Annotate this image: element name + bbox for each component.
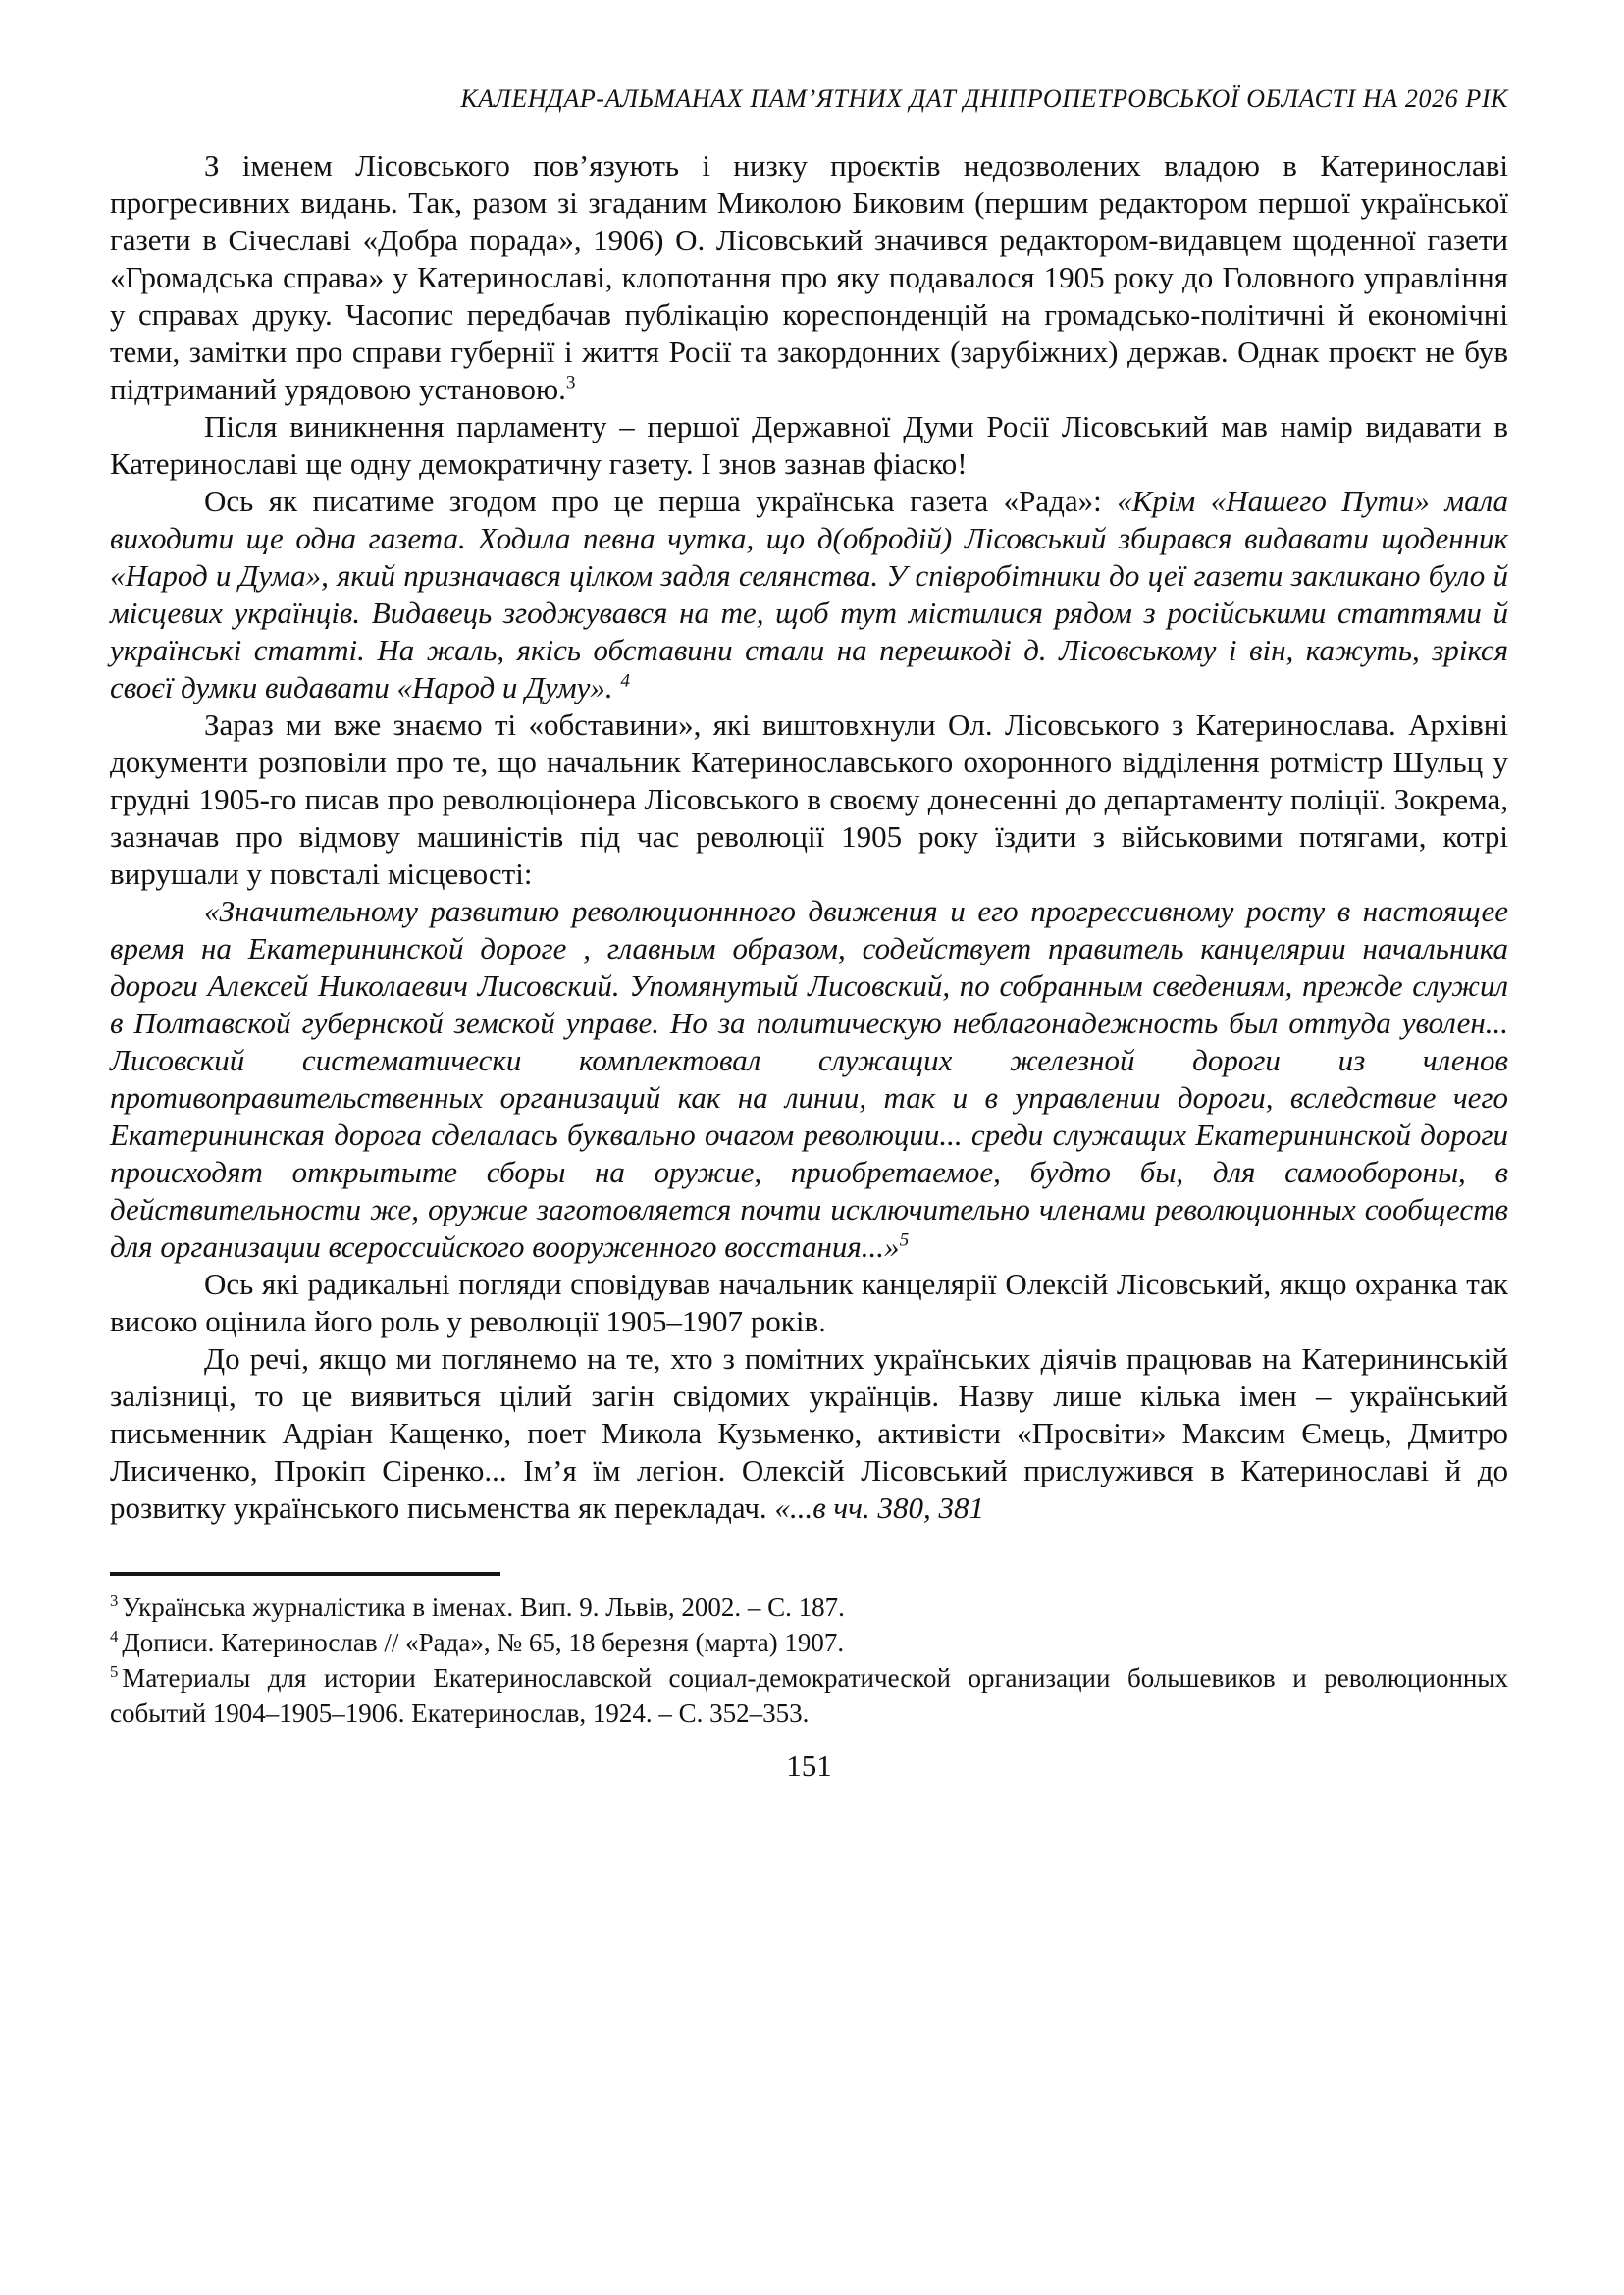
paragraph [110, 706, 1508, 893]
text-segment: «Крім «Нашего Пути» мала виходити ще одна газета. Ходила певна чутка, що д(обродій) Лісовський збирався видавати щоденник «Народ и Дума», який призначався цілком задля селянства. У співробітники до цеї газети закликано було й місцевих українців. Видавець згоджувався на те, щоб тут містилися рядом з російськими статтями й українські статті. На жаль, якісь обставини стали на перешкоді д. Лісовському і він, кажуть, зрікся своєї думки видавати «Народ и Думу». [110, 484, 1508, 704]
footnote-ref: 4 [620, 670, 631, 692]
text-segment: До речі, якщо ми поглянемо на те, хто з помітних українських діячів працював на Катерининській залізниці, то це виявиться цілий загін свідомих українців. Назву лише кілька імен – український письменник Адріан Кащенко, поет Микола Кузьменко, активісти «Просвіти» Максим Ємець, Дмитро Лисиченко, Прокіп Сіренко... Ім’я їм легіон. Олексій Лісовський прислужився в Катеринославі й до розвитку українського письменства як перекладач. [110, 1341, 1508, 1525]
paragraph [110, 408, 1508, 483]
footnote-separator [110, 1572, 500, 1576]
footnote-marker: 5 [110, 1662, 119, 1681]
footnote-ref: 5 [899, 1229, 910, 1251]
body-text [110, 147, 1508, 1527]
footnote-marker: 4 [110, 1627, 119, 1645]
paragraph [110, 1266, 1508, 1340]
paragraph [110, 893, 1508, 1266]
footnote-ref: 3 [565, 372, 576, 393]
paragraph [110, 1340, 1508, 1527]
footnotes-section [110, 1572, 1508, 1731]
footnote-text: Материалы для истории Екатеринославской социал-демократической организации большевиков и революционных событий 1904–1905–1906. Екатеринослав, 1924. – С. 352–353. [110, 1663, 1508, 1728]
footnote [110, 1625, 1508, 1660]
text-segment: «Значительному развитию революционнного движения и его прогрессивному росту в настоящее время на Екатерининской дороге , главным образом, содействует правитель канцелярии начальника дороги Алексей Николаевич Лисовский. Упомянутый Лисовский, по собранным сведениям, прежде служил в Полтавской губернской земской управе. Но за политическую неблагонадежность был оттуда уволен... Лисовский систематически комплектовал служащих железной дороги из членов противоправительственных организаций как на линии, так и в управлении дороги, вследствие чего Екатерининская дорога сделалась буквально очагом революции... среди служащих Екатерининской дороги происходят открытыте сборы на оружие, приобретаемое, будто бы, для самообороны, в действительности же, оружие заготовляется почти исключительно членами революционных сообществ для организации всероссийского вооруженного восстания...» [110, 894, 1508, 1264]
footnote [110, 1590, 1508, 1625]
text-segment: Зараз ми вже знаємо ті «обставини», які виштовхнули Ол. Лісовського з Катеринослава. Архівні документи розповіли про те, що начальник Катеринославського охоронного відділення ротмістр Шульц у грудні 1905-го писав про революціонера Лісовського в своєму донесенні до департаменту поліції. Зокрема, зазначав про відмову машиністів під час революції 1905 року їздити з військовими потягами, котрі вирушали у повсталі місцевості: [110, 707, 1508, 891]
text-segment: Ось які радикальні погляди сповідував начальник канцелярії Олексій Лісовський, якщо охранка так високо оцінила його роль у революції 1905–1907 років. [110, 1267, 1508, 1338]
footnote-text: Українська журналістика в іменах. Вип. 9. Львів, 2002. – С. 187. [122, 1592, 845, 1622]
text-segment: «...в чч. 380, 381 [774, 1490, 984, 1525]
text-segment: Ось як писатиме згодом про це перша українська газета «Рада»: [204, 484, 1118, 518]
paragraph [110, 483, 1508, 706]
footnote-text: Дописи. Катеринослав // «Рада», № 65, 18 березня (марта) 1907. [122, 1628, 845, 1657]
footnote [110, 1660, 1508, 1731]
running-header: КАЛЕНДАР-АЛЬМАНАХ ПАМ’ЯТНИХ ДАТ ДНІПРОПЕТРОВСЬКОЇ ОБЛАСТІ НА 2026 РІК [460, 84, 1508, 113]
footnote-marker: 3 [110, 1591, 119, 1610]
page-number: 151 [786, 1748, 832, 1783]
paragraph [110, 147, 1508, 408]
text-segment: З іменем Лісовського пов’язують і низку проєктів недозволених владою в Катеринославі прогресивних видань. Так, разом зі згаданим Миколою Биковим (першим редактором першої української газети в Січеславі «Добра порада», 1906) О. Лісовський значився редактором-видавцем щоденної газети «Громадська справа» у Катеринославі, клопотання про яку подавалося 1905 року до Головного управління у справах друку. Часопис передбачав публікацію кореспонденцій на громадсько-політичні й економічні теми, замітки про справи губернії і життя Росії та закордонних (зарубіжних) держав. Однак проєкт не був підтриманий урядовою установою. [110, 148, 1508, 406]
text-segment: Після виникнення парламенту – першої Державної Думи Росії Лісовський мав намір видавати в Катеринославі ще одну демократичну газету. І знов зазнав фіаско! [110, 409, 1508, 481]
